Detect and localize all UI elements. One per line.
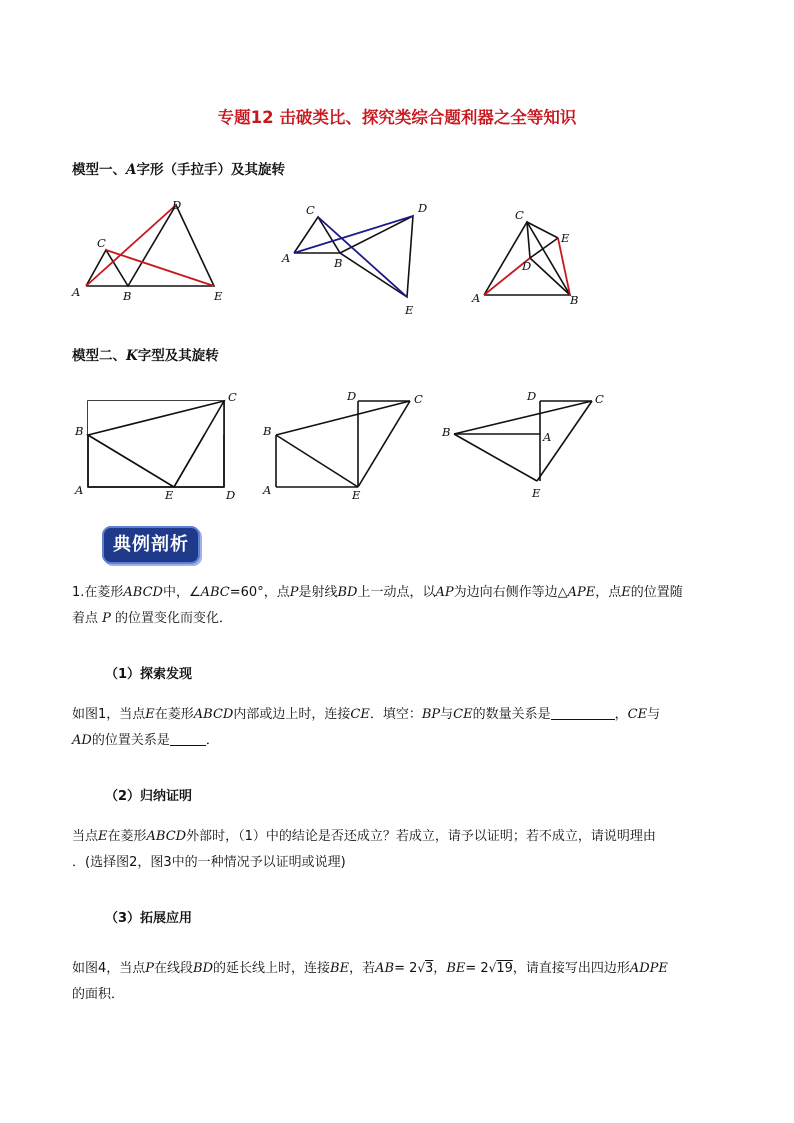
section-1-title: （1）探索发现 bbox=[105, 667, 193, 682]
section-3-title: （3）拓展应用 bbox=[105, 911, 193, 926]
section-3-text: 如图4，当点P在线段BD的延长线上时，连接BE，若AB= 2√3，BE= 2√19，请直接写出四边形ADPE 的面积． bbox=[72, 961, 668, 1002]
section-2-text: 当点E在菱形ABCD外部时，（1）中的结论是否还成立？若成立，请予以证明；若不成立，请说明理由 ．(选择图2，图3中的一种情况予以证明或说理) bbox=[72, 829, 656, 870]
f3-label-A: A bbox=[472, 291, 481, 305]
f3-label-D: D bbox=[522, 259, 532, 273]
f1-label-B: B bbox=[123, 289, 132, 303]
f3-label-C: C bbox=[515, 208, 524, 222]
figure-3 bbox=[471, 208, 578, 307]
f1-label-A: A bbox=[72, 285, 81, 299]
f2-label-D: D bbox=[418, 201, 428, 215]
model-two-heading: 模型二、K字型及其旋转 bbox=[72, 348, 219, 364]
f4-label-A: A bbox=[75, 483, 84, 497]
section-2-title: （2）归纳证明 bbox=[105, 789, 193, 804]
f4-label-C: C bbox=[228, 390, 237, 404]
f1-label-E: E bbox=[214, 289, 223, 303]
figure-4 bbox=[74, 390, 237, 502]
f5-label-A: A bbox=[263, 483, 272, 497]
model-two-figures bbox=[0, 385, 794, 505]
f5-label-C: C bbox=[414, 392, 423, 406]
f4-label-D: D bbox=[226, 488, 236, 502]
model-one-figures bbox=[0, 190, 794, 330]
problem-intro: 1.在菱形ABCD中，∠ABC=60°，点P是射线BD上一动点，以AP为边向右侧作等边△APE，点E的位置随 着点 P 的位置变化而变化． bbox=[72, 585, 683, 626]
model-one-heading: 模型一、A字形（手拉手）及其旋转 bbox=[72, 162, 285, 178]
f4-label-B: B bbox=[75, 424, 84, 438]
page-title: 专题12 击破类比、探究类综合题利器之全等知识 bbox=[217, 108, 577, 127]
f5-label-E: E bbox=[352, 488, 361, 502]
section-1-text: 如图1，当点E在菱形ABCD内部或边上时，连接CE．填空：BP与CE的数量关系是 ，CE与 AD的位置关系是 ． bbox=[72, 707, 661, 748]
f6-label-C: C bbox=[595, 392, 604, 406]
f2-label-C: C bbox=[306, 203, 315, 217]
f6-label-B: B bbox=[442, 425, 451, 439]
f5-label-D: D bbox=[347, 389, 357, 403]
figure-5 bbox=[262, 389, 423, 502]
f3-label-E: E bbox=[561, 231, 570, 245]
figure-1 bbox=[71, 198, 223, 303]
figure-2 bbox=[281, 201, 427, 317]
f5-label-B: B bbox=[263, 424, 272, 438]
f2-label-A: A bbox=[282, 251, 291, 265]
f6-label-D: D bbox=[527, 389, 537, 403]
figure-6 bbox=[441, 389, 604, 500]
answer-blank-2[interactable] bbox=[170, 731, 206, 746]
f3-label-B: B bbox=[570, 293, 579, 307]
f6-label-A: A bbox=[543, 430, 552, 444]
f6-label-E: E bbox=[532, 486, 541, 500]
f2-label-E: E bbox=[405, 303, 414, 317]
section-badge: 典例剖析 bbox=[102, 526, 200, 564]
f1-label-C: C bbox=[97, 236, 106, 250]
answer-blank-1[interactable] bbox=[551, 705, 615, 720]
f2-label-B: B bbox=[334, 256, 343, 270]
f1-label-D: D bbox=[172, 198, 182, 212]
f4-label-E: E bbox=[165, 488, 174, 502]
